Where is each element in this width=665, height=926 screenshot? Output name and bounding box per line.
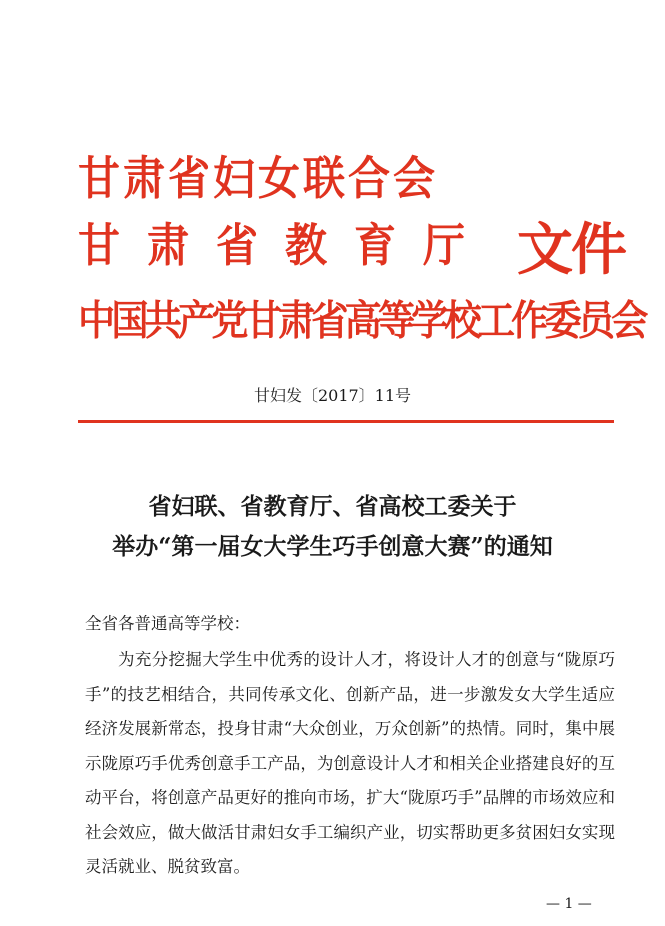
body-paragraph: 为充分挖掘大学生中优秀的设计人才，将设计人才的创意与“陇原巧手”的技艺相结合，共同传承文化、创新产品，进一步激发女大学生适应经济发展新常态，投身甘肃“大众创业，万众创新”的热情。同时，集中展示陇原巧手优秀创意手工产品，为创意设计人才和相关企业搭建良好的互动平台，将创意产品更好的推向市场，扩大“陇原巧手”品牌的市场效应和社会效应，做大做活甘肃妇女手工编织产业，切实帮助更多贫困妇女实现灵活就业、脱贫致富。	[85, 650, 615, 876]
notice-title-line-2: 举办“第一届女大学生巧手创意大赛”的通知	[112, 533, 553, 560]
notice-title-line-1: 省妇联、省教育厅、省高校工委关于	[148, 493, 517, 520]
issuer-education-department: 甘肃省教育厅	[78, 218, 493, 272]
document-type-label: 文件	[517, 218, 625, 283]
issuer-womens-federation: 甘肃省妇女联合会	[78, 151, 439, 205]
issuer-party-committee: 中国共产党甘肃省高等学校工作委员会	[78, 296, 645, 345]
document-number: 甘妇发〔2017〕11号	[253, 386, 412, 405]
page-number: — 1 —	[546, 896, 592, 912]
red-divider-line	[78, 420, 614, 423]
salutation: 全省各普通高等学校：	[85, 614, 250, 633]
